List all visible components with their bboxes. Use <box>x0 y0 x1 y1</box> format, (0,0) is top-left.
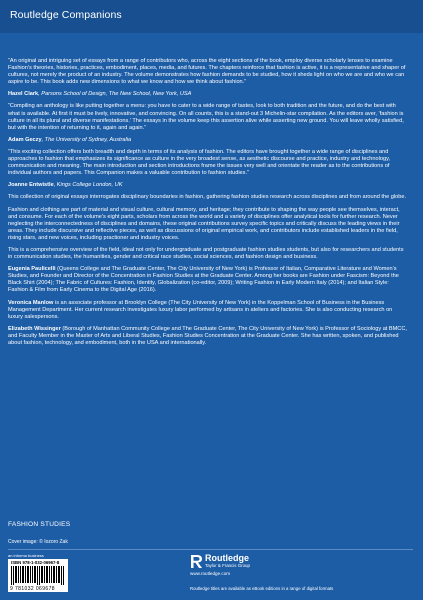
description-paragraph: This collection of original essays interrogates disciplinary boundaries in fashion, gathering fashion studies research across disciplines and from around the globe. <box>8 194 406 201</box>
description-paragraph: This is a comprehensive overview of the field, ideal not only for undergraduate and postgraduate fashion studies students, but also for researchers and students in communication studies, the humanities, gender and critical race studies, social sciences, and fashion design and business. <box>8 246 404 261</box>
series-title: Routledge Companions <box>10 9 122 21</box>
series-banner <box>0 0 423 33</box>
publisher-name: Routledge <box>205 553 249 563</box>
routledge-logo-icon <box>190 554 203 569</box>
description-paragraph: Fashion and clothing are part of material and visual culture, cultural memory, and heritage; they contribute to shaping the way people see themselves, interact, and consume. For each of the volume’s eight parts, scholars from across the world and a variety of disciplines offer analytical tools for further research. Never neglecting the interconnectedness of disciplines and domains, these original contributions survey specific topics and critically discuss the leading views in their areas. They include discursive and reflective pieces, as well as discussions of original empirical work, and contributors include established leaders in the field, rising stars, and new voices, including practioner and industry voices. <box>8 206 400 241</box>
endorsement-attribution <box>8 182 408 189</box>
cover-text <box>8 58 408 352</box>
endorsement-attribution <box>8 137 408 144</box>
endorser-name: Joanne Entwistle <box>8 182 54 189</box>
ebook-note: Routledge titles are available as eBook editions in a range of digital formats <box>190 586 334 591</box>
endorser-name: Adam Geczy <box>8 136 42 143</box>
divider <box>8 549 413 550</box>
editor-name: Elizabeth Wissinger <box>8 325 61 332</box>
editor-name: Eugenia Paulicelli <box>8 266 56 273</box>
endorser-name: Hazel Clark <box>8 91 39 98</box>
editor-bio <box>8 266 408 294</box>
informa-tagline: an informa business <box>8 553 44 558</box>
editor-bio-text: is an associate professor at Brooklyn College (The City University of New York) in the Koppelman School of Business in the Business Management Department. Her current research investigates luxury labor performed by artisans in ateliers and factories. She is also conducting research on luxury salespersons. <box>8 299 393 320</box>
cover-credit: Cover image: © Iozoro Zak <box>8 539 68 545</box>
endorser-affiliation: , Parsons School of Design, The New School, New York, USA <box>38 91 192 98</box>
publisher-url[interactable]: www.routledge.com <box>190 571 231 576</box>
endorsement-quote: “An original and intriguing set of essays from a range of contributors who, across the eight sections of the book, employ diverse scholarly lenses to examine Fashion’s theories, histories, practices, embodiment, places, media, and futures. The chapters reinforce that fashion is active, it is a representative and shaper of cultures, not merely the product of an industry. The volume demonstrates how fashion demands to be studied, how it sheds light on who we are and who we can aspire to be. This book adds new dimensions to what we know and how we think about fashion.” <box>8 58 406 86</box>
isbn: ISBN 978-1-032-06967-8 <box>11 560 60 565</box>
endorser-affiliation: , The University of Sydney, Australia <box>41 136 132 143</box>
endorser-affiliation: , Kings College London, UK <box>53 182 123 189</box>
publisher-group: Taylor & Francis Group <box>205 563 250 568</box>
endorsement-quote: “Compiling an anthology is like putting together a menu: you have to cater to a wide range of tastes, look to both tradition and the future, and do the best with what is available. At first it must be lively, innovative, and convincing. On all counts, this is a stand-out 3 Michelin-star compilation. As the editors aver, ‘fashion is culture in all its plural and diverse manifestations.’ The essays in the volume keep this assertion alive while asserting new ground. You will leave wholly satisfied, but with the intention of returning to it, again and again.” <box>8 103 404 131</box>
subject-category: FASHION STUDIES <box>8 521 71 528</box>
editor-bio-text: (Queens College and The Graduate Center, The City University of New York) is Professor of Italian, Comparative Literature and Women’s Studies, and Founder and Director of the Concentration in Fashion Studies at the Graduate Center. Among her books are Fashion under Fascism: Beyond the Black Shirt (2004); The Fabric of Cultures: Fashion, Identity, Globalization (co-editor, 2009); Writing Fashion in Early Modern Italy (2014); and Italian Style: Fashion & Film from Early Cinema to the Digital Age (2016). <box>8 266 399 294</box>
editor-bio-text: (Borough of Manhattan Community College and The Graduate Center, The City University of New York) is Professor of Sociology at BMCC, and Faculty Member in the Master of Arts and Liberal Studies, Fashion Studies Concentration at the Graduate Center. She has written, spoken, and published about fashion, technology, and embodiment, both in the USA and internationally. <box>8 325 407 346</box>
editor-bio <box>8 326 408 347</box>
endorsement-attribution <box>8 91 408 98</box>
barcode-icon <box>11 566 65 585</box>
editor-name: Veronica Manlow <box>8 299 54 306</box>
endorsement-quote: “This exciting collection offers both breadth and depth in terms of its analysis of fashion. The editors have brought together a wide range of disciplines and approaches to fashion that emphasizes its significance as culture in the very broadest sense, as aesthetic discourse and practice, industry and technology, communication and meaning. The main introduction and section introductions frame the issues very well and orientate the reader as to the contributions of individual authors and papers. This Companion makes a valuable contribution to fashion studies.” <box>8 148 391 177</box>
editor-bio <box>8 300 408 321</box>
barcode-digits: 9 781032 069678 <box>10 586 55 592</box>
